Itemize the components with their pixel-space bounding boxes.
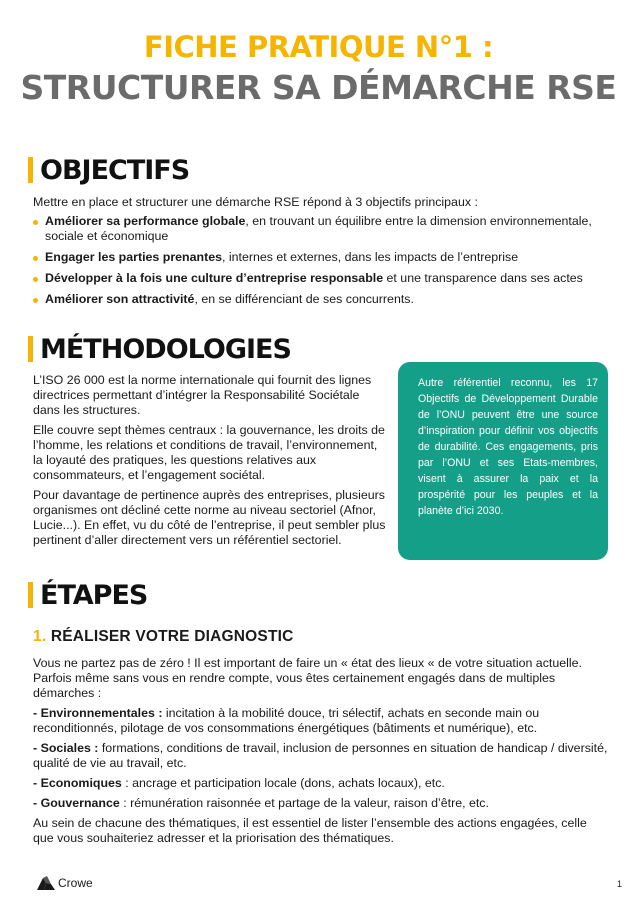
list-item [33,271,608,286]
section-objectifs-header [28,153,189,187]
list-item [33,292,608,307]
list-item [33,250,608,265]
list-item [33,796,608,811]
list-item [33,776,608,791]
etapes-intro: Vous ne partez pas de zéro ! Il est important de faire un « état des lieux « de votre situation actuelle. Parfois même sans vous en rendre compte, vous êtes certainement engagés dans de multiples démarches : [33,656,582,700]
list-item-bold: Améliorer sa performance globale [45,214,246,228]
bullet-icon [33,277,38,282]
section-heading-objectifs: OBJECTIFS [40,154,190,186]
list-item-text: , en trouvant un équilibre entre la dimension environnementale, sociale et économique [45,214,592,243]
crowe-logo-icon [37,876,55,890]
list-item-bold: - Environnementales : [33,706,163,720]
methodologies-paragraph: Pour davantage de pertinence auprès des entreprises, plusieurs organismes ont décliné cette norme au niveau sectoriel (Afnor, Lucie...). En effet, vu du côté de l’entreprise, il peut sembler plus pertinent d’aller directement vers un référentiel sectoriel. [33,488,386,547]
list-item-text: et une transparence dans ses actes [383,271,583,285]
list-item-text: : ancrage et participation locale (dons, achats locaux), etc. [121,776,445,790]
step-title [33,628,294,646]
list-item-bold: - Economiques [33,776,122,790]
methodologies-paragraph: Elle couvre sept thèmes centraux : la gouvernance, les droits de l’homme, les relations et conditions de travail, l’environnement, la loyauté des pratiques, les questions relatives aux consommateurs, et l’engagement sociétal. [33,423,385,482]
section-accent-bar [28,157,33,183]
bullet-icon [33,256,38,261]
list-item-text: formations, conditions de travail, inclusion de personnes en situation de handicap / diversité, qualité de vie au travail, etc. [33,741,608,770]
list-item-bold: Améliorer son attractivité [45,292,195,306]
section-methodologies-header [28,332,291,366]
section-etapes-header [28,578,147,612]
list-item-text: : rémunération raisonnée et partage de la valeur, raison d’être, etc. [119,796,489,810]
page-title-line1: FICHE PRATIQUE N°1 : [143,30,494,64]
page-number: 1 [617,879,623,889]
section-heading-etapes: ÉTAPES [40,579,148,611]
list-item-bold: - Sociales : [33,741,99,755]
methodologies-paragraph: L’ISO 26 000 est la norme internationale qui fournit des lignes directrices permettant d’intégrer la Responsabilité Sociétale dans les structures. [33,373,372,417]
bullet-icon [33,220,38,225]
list-item [33,214,608,244]
objectifs-intro: Mettre en place et structurer une démarche RSE répond à 3 objectifs principaux : [33,195,478,209]
page-title-line2: STRUCTURER SA DÉMARCHE RSE [20,68,617,107]
list-item-bold: - Gouvernance [33,796,120,810]
section-accent-bar [28,582,33,608]
etapes-outro: Au sein de chacune des thématiques, il est essentiel de lister l’ensemble des actions engagées, celle que vous souhaiteriez adresser et la priorisation des thématiques. [33,816,587,845]
list-item-bold: Développer à la fois une culture d’entreprise responsable [45,271,384,285]
section-heading-methodologies: MÉTHODOLOGIES [40,333,291,365]
callout-box: Autre référentiel reconnu, les 17 Objectifs de Développement Durable de l’ONU peuvent être une source d’inspiration pour définir vos objectifs de durabilité. Ces engagements, pris par l’ONU et ses Etats-membres, visent à assurer la paix et la prospérité pour les peuples et la planète d’ici 2030. [398,362,608,560]
list-item-text: incitation à la mobilité douce, tri sélectif, achats en seconde main ou reconditionnés, pilotage de vos consommations énergétiques (bâtiments et numérique), etc. [33,706,540,735]
list-item-bold: Engager les parties prenantes [45,250,222,264]
bullet-icon [33,298,38,303]
step-label: RÉALISER VOTRE DIAGNOSTIC [50,628,294,645]
list-item-text: , en se différenciant de ses concurrents. [194,292,414,306]
methodologies-body [33,373,388,553]
step-number: 1. [33,628,47,645]
list-item-text: , internes et externes, dans les impacts de l’entreprise [221,250,519,264]
list-item [33,706,608,736]
etapes-body [33,656,608,851]
list-item [33,741,608,771]
section-accent-bar [28,336,33,362]
crowe-logo [37,876,93,890]
logo-text: Crowe [58,876,93,890]
objectifs-list [33,214,608,313]
